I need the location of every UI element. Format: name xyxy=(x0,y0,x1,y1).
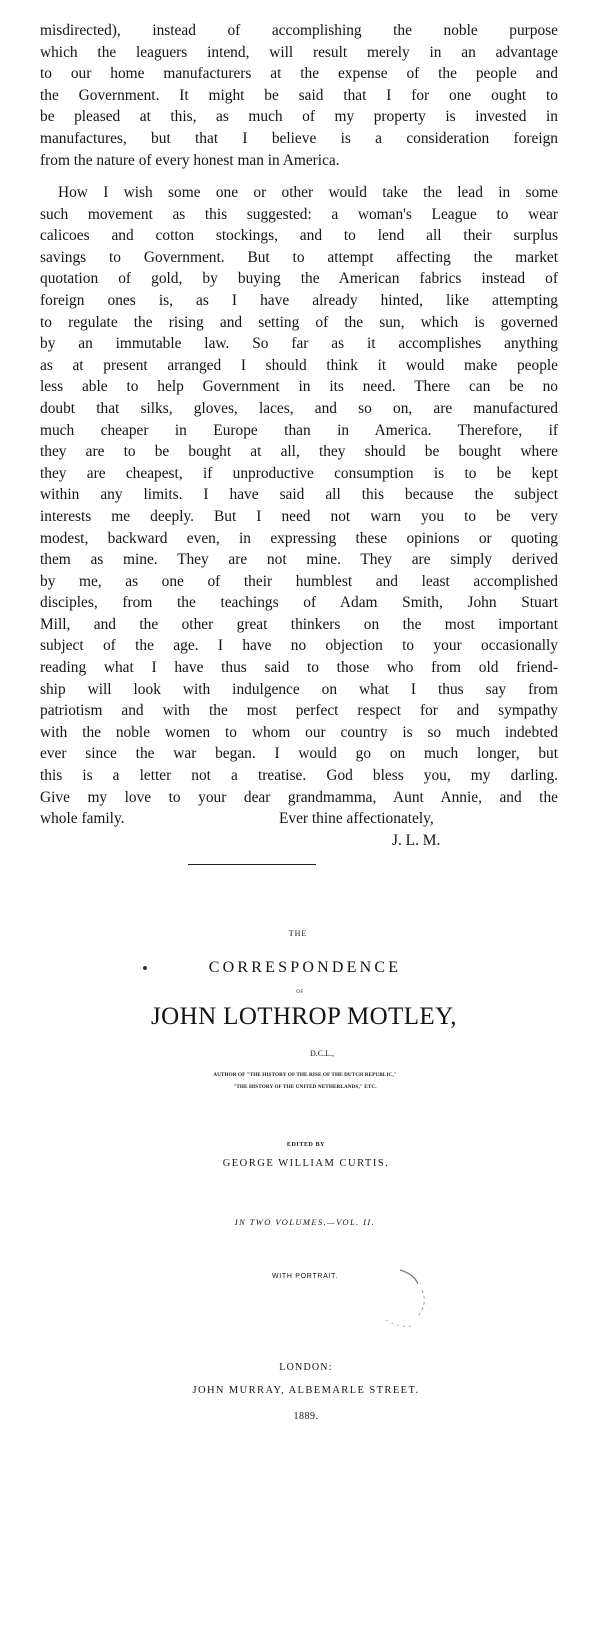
text-line: this is a letter not a treatise. God bless you, my darling. xyxy=(40,767,558,785)
closing-right: Ever thine affectionately, xyxy=(279,810,434,827)
text-line: subject of the age. I have no objection to your occasionally xyxy=(40,637,558,655)
text-line: by me, as one of their humblest and least accomplished xyxy=(40,572,558,590)
text-line: ever since the war began. I would go on much longer, but xyxy=(40,745,558,763)
text-line: as at present arranged I should think it would make people xyxy=(40,356,558,374)
text-line: the Government. It might be said that I for one ought to xyxy=(40,86,558,104)
title-editor: GEORGE WILLIAM CURTIS. xyxy=(222,1158,390,1169)
print-smudge xyxy=(378,1268,438,1338)
closing-line xyxy=(40,808,558,830)
text-line: foreign ones is, as I have already hinted, like attempting xyxy=(40,291,558,309)
text-line: doubt that silks, gloves, laces, and so on, are manufactured xyxy=(40,399,558,417)
text-line: they are to be bought at all, they should be bought where xyxy=(40,443,558,461)
title-author-of-line-2: "THE HISTORY OF THE UNITED NETHERLANDS," ETC. xyxy=(233,1084,377,1090)
signature-initials: J. L. M. xyxy=(392,832,441,849)
text-line: with the noble women to whom our country is so much indebted xyxy=(40,723,558,741)
title-publisher: JOHN MURRAY, ALBEMARLE STREET. xyxy=(192,1385,420,1396)
text-line: ship will look with indulgence on what I thus say from xyxy=(40,680,558,698)
title-of: OF xyxy=(296,990,304,995)
text-line: reading what I have thus said to those who from old friend- xyxy=(40,659,558,677)
letter-paragraph-1 xyxy=(40,20,558,171)
text-line: they are cheapest, if unproductive consumption is to be kept xyxy=(40,464,558,482)
text-line: calicoes and cotton stockings, and to lend all their surplus xyxy=(40,227,558,245)
text-line: them as mine. They are not mine. They are simply derived xyxy=(40,551,558,569)
text-line: Mill, and the other great thinkers on the most important xyxy=(40,615,558,633)
text-line: patriotism and with the most perfect respect for and sympathy xyxy=(40,702,558,720)
text-line: to our home manufacturers at the expense of the people and xyxy=(40,65,558,83)
title-volumes: IN TWO VOLUMES.—VOL. II. xyxy=(234,1217,376,1227)
closing-left: whole family. xyxy=(40,810,125,827)
text-line: quotation of gold, by buying the American fabrics instead of xyxy=(40,270,558,288)
text-line: much cheaper in Europe than in America. Therefore, if xyxy=(40,421,558,439)
text-line: be pleased at this, as much of my property is invested in xyxy=(40,108,558,126)
text-line: which the leaguers intend, will result merely in an advantage xyxy=(40,43,558,61)
title-correspondence: CORRESPONDENCE xyxy=(208,959,402,976)
text-line: Give my love to your dear grandmamma, Aunt Annie, and the xyxy=(40,788,558,806)
title-portrait: WITH PORTRAIT. xyxy=(271,1273,339,1280)
text-line: How I wish some one or other would take the lead in some xyxy=(58,184,558,201)
text-line: modest, backward even, in expressing these opinions or quoting xyxy=(40,529,558,547)
text-line: misdirected), instead of accomplishing the noble purpose xyxy=(40,22,558,39)
text-line: interests me deeply. But I need not warn you to be very xyxy=(40,507,558,525)
letter-paragraph-2 xyxy=(40,182,558,808)
title-the: THE xyxy=(288,929,308,938)
title-degree: D.C.L., xyxy=(310,1049,334,1058)
text-line: disciples, from the teachings of Adam Smith, John Stuart xyxy=(40,594,558,612)
text-line: such movement as this suggested: a woman's League to wear xyxy=(40,205,558,223)
section-divider xyxy=(188,864,316,865)
text-line: to regulate the rising and setting of the sun, which is governed xyxy=(40,313,558,331)
text-line: from the nature of every honest man in America. xyxy=(40,151,340,169)
title-edited-by: EDITED BY xyxy=(286,1142,326,1148)
text-line: within any limits. I have said all this because the subject xyxy=(40,486,558,504)
text-line: savings to Government. But to attempt affecting the market xyxy=(40,248,558,266)
text-line: by an immutable law. So far as it accomplishes anything xyxy=(40,335,558,353)
title-author-of-line-1: AUTHOR OF "THE HISTORY OF THE RISE OF THE DUTCH REPUBLIC," xyxy=(213,1072,397,1078)
title-year: 1889. xyxy=(293,1411,319,1422)
text-line: manufactures, but that I believe is a consideration foreign xyxy=(40,129,558,147)
title-author-name: JOHN LOTHROP MOTLEY, xyxy=(151,1003,457,1030)
title-city: LONDON: xyxy=(279,1362,333,1373)
text-line: less able to help Government in its need. There can be no xyxy=(40,378,558,396)
